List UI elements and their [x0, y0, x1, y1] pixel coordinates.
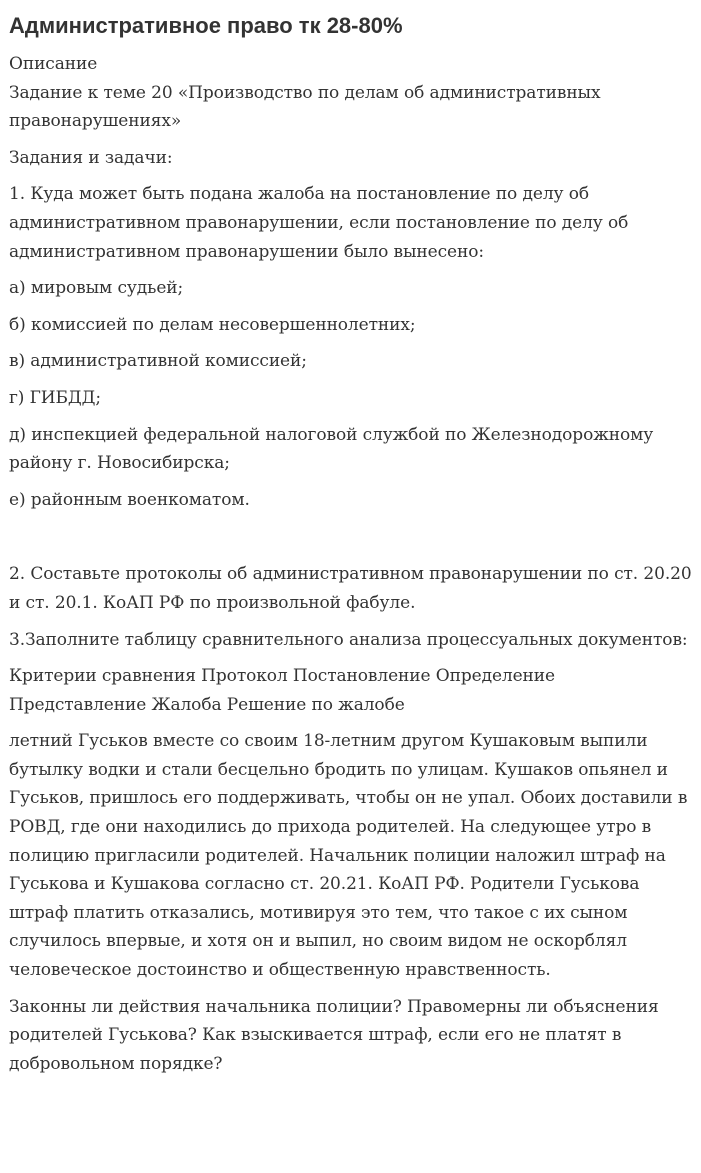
question-3: 3.Заполните таблицу сравнительного анализа процессуальных документов:	[9, 629, 688, 650]
option-d: д) инспекцией федеральной налоговой службой по Железнодорожному району г. Новосибирска;	[9, 424, 654, 474]
option-b: б) комиссией по делам несовершеннолетних;	[9, 314, 416, 335]
option-v: в) административной комиссией;	[9, 351, 307, 372]
page-title: Административное право тк 28-80%	[9, 13, 403, 38]
option-a: а) мировым судьей;	[9, 278, 184, 299]
description-heading: Описание	[9, 54, 98, 74]
tasks-heading: Задания и задачи:	[9, 147, 173, 168]
task-topic: Задание к теме 20 «Производство по делам об административных правонарушениях»	[9, 82, 601, 132]
case-story: летний Гуськов вместе со своим 18-летним другом Кушаковым выпили бутылку водки и стали бесцельно бродить по улицам. Кушаков опьянел и Гуськов, пришлось его поддерживать, чтобы он не упал. Обоих доставили в РОВД, где они находились до прихода родителей. На следующее утро в полицию пригласили родителей. Начальник полиции наложил штраф на Гуськова и Кушакова согласно ст. 20.21. КоАП РФ. Родители Гуськова штраф платить отказались, мотивируя это тем, что такое с их сыном случилось впервые, и хотя он и выпил, но своим видом не оскорблял человеческое достоинство и общественную нравственность.	[9, 731, 688, 981]
option-g: г) ГИБДД;	[9, 387, 101, 408]
blank-gap	[9, 522, 692, 560]
question-2: 2. Составьте протоколы об административном правонарушении по ст. 20.20 и ст. 20.1. КоАП РФ по произвольной фабуле.	[9, 564, 692, 613]
option-e: е) районным военкоматом.	[9, 489, 250, 510]
comparison-criteria: Критерии сравнения Протокол Постановление Определение Представление Жалоба Решение по жалобе	[9, 666, 555, 715]
case-questions: Законны ли действия начальника полиции? Правомерны ли объяснения родителей Гуськова? Как взыскивается штраф, если его не платят в добровольном порядке?	[9, 996, 659, 1074]
question-1: 1. Куда может быть подана жалоба на постановление по делу об административном правонарушении, если постановление по делу об административном правонарушении было вынесено:	[9, 184, 629, 262]
